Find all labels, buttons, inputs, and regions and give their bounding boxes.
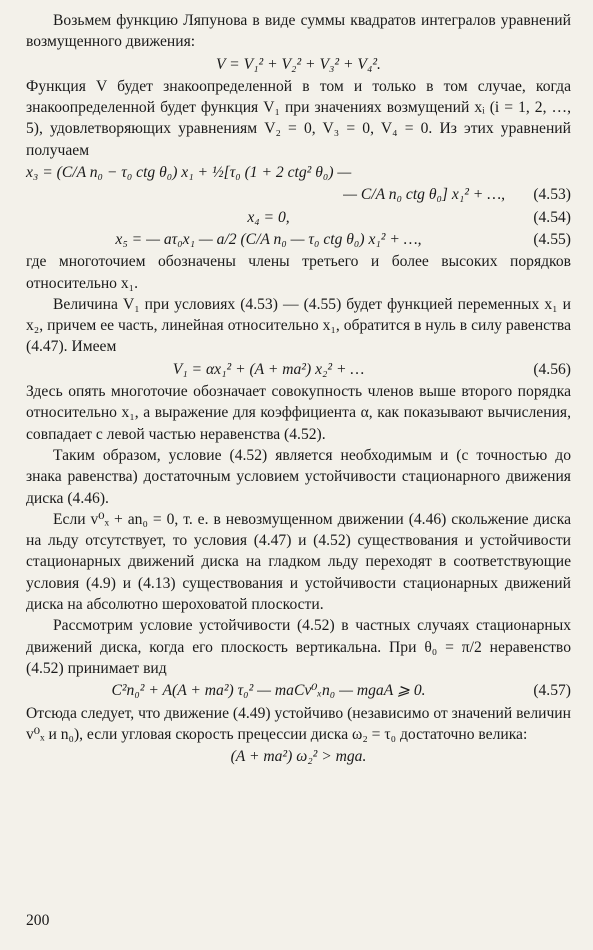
equation-body: — C/A n₀ ctg θ₀] x₁² + …,	[343, 186, 505, 204]
paragraph: Величина V₁ при условиях (4.53) — (4.55) будет функцией переменных x₁ и x₂, причем ее часть, линейная относительно x₁, обратится в нуль в силу равенства (4.47). Имеем	[26, 295, 571, 356]
equation-number: (4.57)	[533, 682, 571, 700]
paragraph: Отсюда следует, что движение (4.49) устойчиво (независимо от значений величин v⁰ₓ и n₀), если угловая скорость прецессии диска ω₂ = τ₀ достаточно велика:	[26, 704, 571, 743]
page-number: 200	[26, 912, 50, 929]
equation	[26, 229, 571, 250]
equation-body: x₄ = 0,	[247, 208, 290, 226]
paragraph: Таким образом, условие (4.52) является необходимым и (с точностью до знака равенства) достаточным условием устойчивости стационарного движения диска (4.46).	[26, 446, 571, 507]
equation	[26, 54, 571, 75]
paragraph: где многоточием обозначены члены третьего и более высоких порядков относительно x₁.	[26, 253, 571, 292]
equation-body: V₁ = αx₁² + (A + ma²) x₂² + …	[172, 360, 365, 378]
paragraph: Возьмем функцию Ляпунова в виде суммы квадратов интегралов уравнений возмущенного движения:	[26, 12, 571, 51]
equation-number: (4.55)	[533, 230, 571, 248]
paragraph: Функция V будет знакоопределенной в том и только в том случае, когда знакоопределенной будет функция V₁ при значениях возмущений xᵢ (i = 1, 2, …, 5), удовлетворяющих уравнениям V₂ = 0, V₃ = 0, V₄ = 0. Из этих уравнений получаем	[26, 77, 571, 159]
paragraph: Рассмотрим условие устойчивости (4.52) в частных случаях стационарных движений диска, когда его плоскость вертикальна. При θ₀ = π/2 неравенство (4.52) принимает вид	[26, 617, 571, 677]
equation	[26, 184, 571, 205]
equation	[26, 359, 571, 380]
equation-body: x₅ = — aτ₀x₁ — a/2 (C/A n₀ — τ₀ ctg θ₀) x₁² + …,	[115, 230, 422, 248]
equation	[26, 162, 571, 183]
book-page	[26, 10, 571, 768]
paragraph: Здесь опять многоточие обозначает совокупность членов выше второго порядка относительно x₁, а выражение для коэффициента α, как показывают вычисления, совпадает с левой частью неравенства (4.52).	[26, 383, 571, 443]
equation-number: (4.54)	[533, 208, 571, 226]
equation	[26, 746, 571, 767]
paragraph: Если v⁰ₓ + an₀ = 0, т. е. в невозмущенном движении (4.46) скольжение диска на льду отсутствует, то условия (4.47) и (4.52) существования и устойчивости стационарных движений диска на гладком льду переходят в соответствующие условия (4.9) и (4.13) существования и устойчивости стационарных движений диска на абсолютно шероховатой плоскости.	[26, 510, 571, 614]
equation-body: (A + ma²) ω₂² > mga.	[230, 748, 367, 766]
equation	[26, 680, 571, 701]
equation-number: (4.53)	[533, 186, 571, 204]
equation-body: C²n₀² + A(A + ma²) τ₀² — maCv⁰ₓn₀ — mgaA ⩾ 0.	[111, 682, 426, 700]
equation-number: (4.56)	[533, 360, 571, 378]
equation-body: V = V₁² + V₂² + V₃² + V₄².	[216, 55, 381, 73]
equation-body: x₃ = (C/A n₀ − τ₀ ctg θ₀) x₁ + ½[τ₀ (1 + 2 ctg² θ₀) —	[26, 164, 352, 182]
equation	[26, 207, 571, 228]
